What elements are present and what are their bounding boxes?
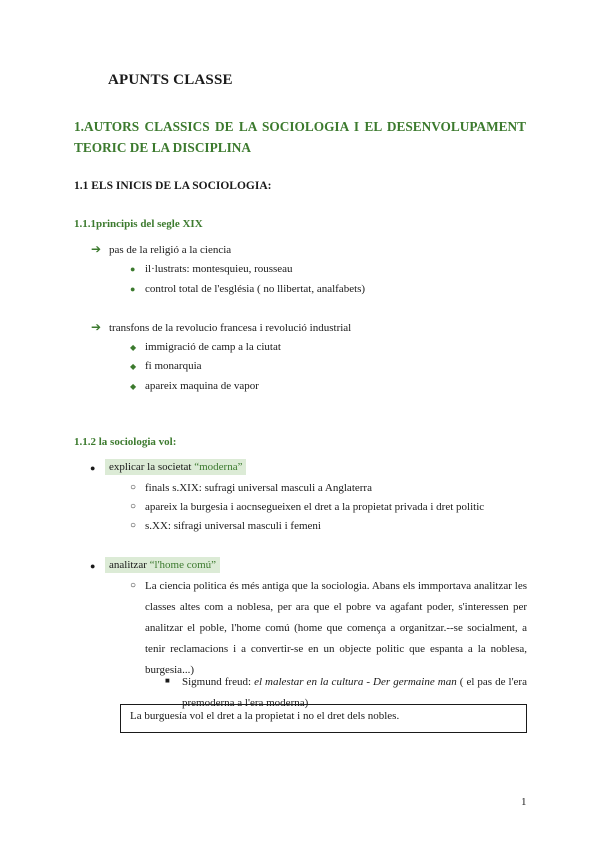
arrow-icon: ➔ bbox=[91, 320, 102, 334]
heading-3-principis: 1.1.1principis del segle XIX bbox=[74, 218, 203, 230]
list-item: apareix maquina de vapor bbox=[145, 380, 259, 392]
diamond-bullet-icon: ◆ bbox=[130, 362, 137, 371]
bullet-dot-icon: ● bbox=[130, 264, 136, 274]
list-item: il·lustrats: montesquieu, rousseau bbox=[145, 263, 293, 275]
diamond-bullet-icon: ◆ bbox=[130, 343, 137, 352]
highlight-moderna bbox=[105, 459, 246, 475]
heading-3-sociologia-vol: 1.1.2 la sociologia vol: bbox=[74, 436, 177, 448]
quote-home-comu: “l'home comú” bbox=[149, 559, 217, 571]
freud-name: Sigmund freud: bbox=[182, 676, 255, 688]
list-item: control total de l'església ( no llibertat, analfabets) bbox=[145, 283, 366, 295]
list-item: immigració de camp a la ciutat bbox=[145, 341, 281, 353]
bullet-dot-icon: ● bbox=[130, 284, 136, 294]
arrow-icon: ➔ bbox=[91, 242, 102, 256]
quote-moderna: “moderna” bbox=[194, 461, 243, 473]
list-item: apareix la burgesia i aocnsegueixen el dret a la propietat privada i dret politic bbox=[145, 501, 485, 513]
list-item: s.XX: sifragi universal masculi i femeni bbox=[145, 520, 321, 532]
highlight-home-comu bbox=[105, 557, 220, 573]
bullet-dot-icon: ● bbox=[90, 561, 96, 571]
freud-note: ( el pas de l'era premoderna a l'era moderna) bbox=[182, 676, 527, 709]
circle-bullet-icon: ○ bbox=[130, 580, 137, 591]
heading-1: 1.AUTORS CLASSICS DE LA SOCIOLOGIA I EL DESENVOLUPAMENT TEORIC DE LA DISCIPLINA bbox=[74, 119, 526, 155]
arrow-item-religio: pas de la religió a la ciencia bbox=[109, 244, 232, 256]
list-item: fi monarquia bbox=[145, 360, 202, 372]
circle-bullet-icon: ○ bbox=[130, 520, 137, 531]
paragraph-ciencia-politica: La ciencia politica és més antiga que la sociologia. Abans els immportava analitzar les classes altes com a noblesa, per ara que el pobre va agafant poder, s'interessen per analitzar el poble, l'home comú (home que comença a organitzar.--se socialment, a tenir reclamacions i a convertir-se en un objecte politic que espanta a la noblesa, burgesia...) bbox=[145, 580, 527, 676]
page-title: APUNTS CLASSE bbox=[108, 72, 233, 88]
page-number: 1 bbox=[521, 796, 527, 808]
bullet-text: analitzar bbox=[109, 559, 150, 571]
square-bullet-icon: ■ bbox=[165, 676, 170, 685]
circle-bullet-icon: ○ bbox=[130, 501, 137, 512]
list-item: finals s.XIX: sufragi universal masculi a Anglaterra bbox=[145, 482, 372, 494]
bullet-dot-icon: ● bbox=[90, 463, 96, 473]
callout-box: La burguesía vol el dret a la propietat i no el dret dels nobles. bbox=[120, 704, 527, 733]
freud-work: el malestar en la cultura - Der germaine man bbox=[254, 676, 457, 688]
diamond-bullet-icon: ◆ bbox=[130, 382, 137, 391]
circle-bullet-icon: ○ bbox=[130, 482, 137, 493]
arrow-item-revolucio: transfons de la revolucio francesa i revolució industrial bbox=[109, 322, 352, 334]
bullet-text: explicar la societat bbox=[109, 461, 195, 473]
heading-2: 1.1 ELS INICIS DE LA SOCIOLOGIA: bbox=[74, 180, 272, 192]
